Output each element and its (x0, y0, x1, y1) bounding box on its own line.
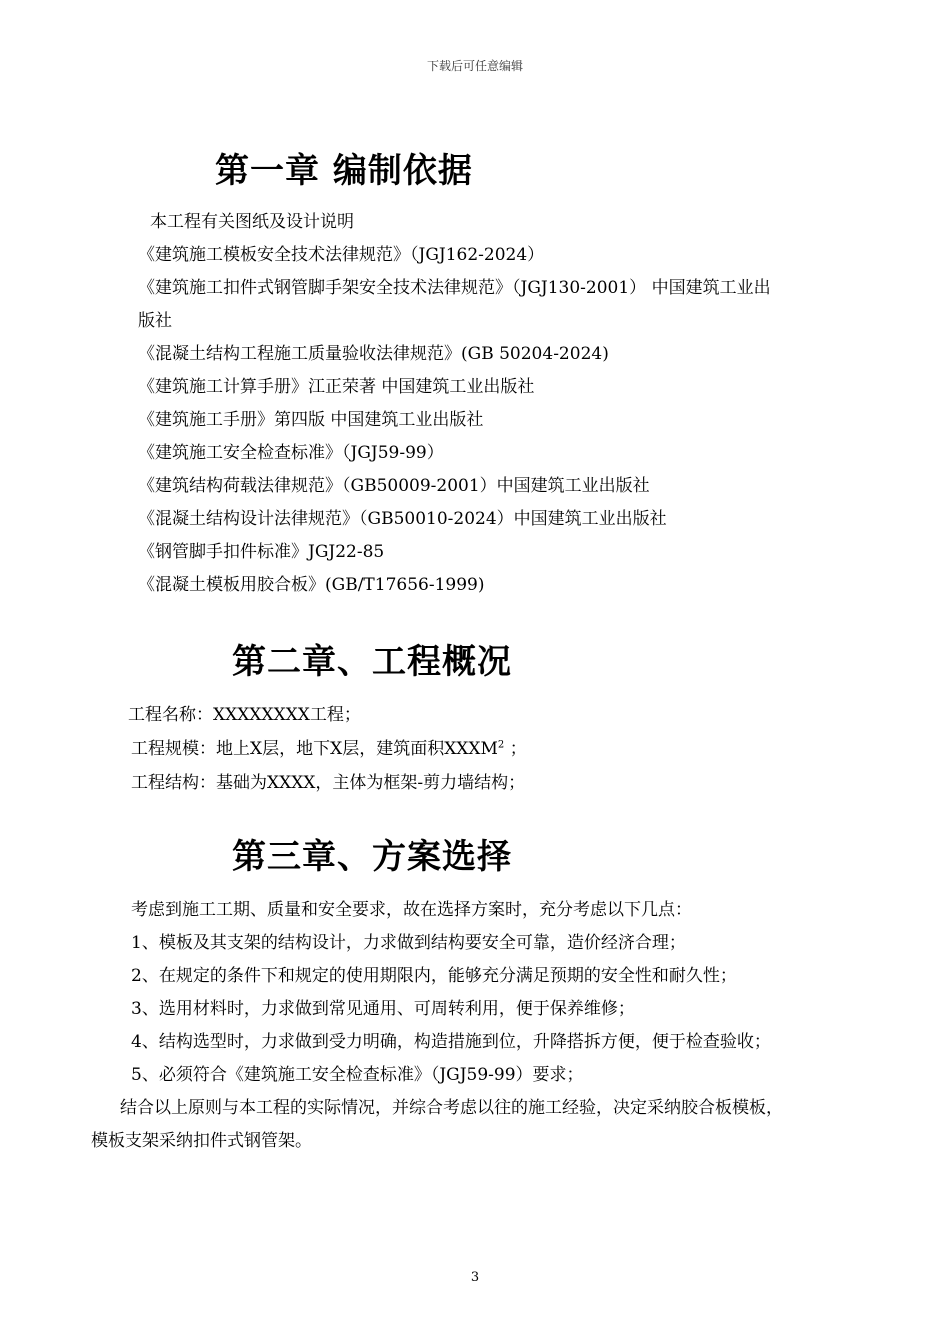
project-name: 工程名称：XXXXXXXX工程； (128, 705, 361, 725)
chapter-2-title: 第二章、工程概况 (232, 642, 512, 682)
chapter-3-title: 第三章、方案选择 (232, 837, 512, 877)
reference-item: 《建筑施工模板安全技术法律规范》（JGJ162-2024） (138, 245, 545, 265)
plan-point: 1、模板及其支架的结构设计，力求做到结构要安全可靠，造价经济合理； (131, 933, 686, 953)
reference-item: 《混凝土结构设计法律规范》（GB50010-2024）中国建筑工业出版社 (138, 509, 667, 529)
plan-point: 2、在规定的条件下和规定的使用期限内，能够充分满足预期的安全性和耐久性； (131, 966, 737, 986)
plan-point: 3、选用材料时，力求做到常见通用、可周转利用，便于保养维修； (131, 999, 635, 1019)
reference-item: 《建筑施工计算手册》江正荣著 中国建筑工业出版社 (138, 377, 535, 397)
project-structure: 工程结构：基础为XXXX，主体为框架-剪力墙结构； (131, 773, 526, 793)
area-unit-superscript: 2 (497, 739, 505, 751)
reference-item: 《建筑结构荷载法律规范》（GB50009-2001）中国建筑工业出版社 (138, 476, 650, 496)
plan-conclusion: 结合以上原则与本工程的实际情况，并综合考虑以往的施工经验，决定采纳胶合板模板， (120, 1098, 783, 1118)
project-scale-text: 工程规模：地上X层，地下X层，建筑面积XXXM (131, 739, 498, 759)
reference-item: 《建筑施工手册》第四版 中国建筑工业出版社 (138, 410, 484, 430)
reference-item: 版社 (138, 311, 172, 331)
header-note: 下载后可任意编辑 (426, 59, 523, 73)
project-scale (131, 737, 527, 761)
page-number: 3 (470, 1270, 480, 1285)
plan-point: 4、结构选型时，力求做到受力明确，构造措施到位，升降搭拆方便，便于检查验收； (131, 1032, 771, 1052)
reference-item: 《钢管脚手扣件标准》JGJ22-85 (138, 542, 385, 562)
project-scale-tail: ； (504, 739, 527, 759)
reference-item: 本工程有关图纸及设计说明 (150, 212, 354, 232)
reference-item: 《建筑施工安全检查标准》（JGJ59-99） (138, 443, 444, 463)
reference-item: 《混凝土结构工程施工质量验收法律规范》(GB 50204-2024) (138, 344, 609, 364)
plan-point: 5、必须符合《建筑施工安全检查标准》（JGJ59-99）要求； (131, 1065, 584, 1085)
chapter-1-title: 第一章 编制依据 (215, 151, 473, 191)
plan-intro: 考虑到施工工期、质量和安全要求，故在选择方案时，充分考虑以下几点： (131, 900, 692, 920)
reference-item: 《混凝土模板用胶合板》(GB/T17656-1999) (138, 575, 485, 595)
reference-item: 《建筑施工扣件式钢管脚手架安全技术法律规范》（JGJ130-2001） 中国建筑工业出 (138, 278, 771, 298)
plan-conclusion-continued: 模板支架采纳扣件式钢管架。 (91, 1131, 312, 1151)
